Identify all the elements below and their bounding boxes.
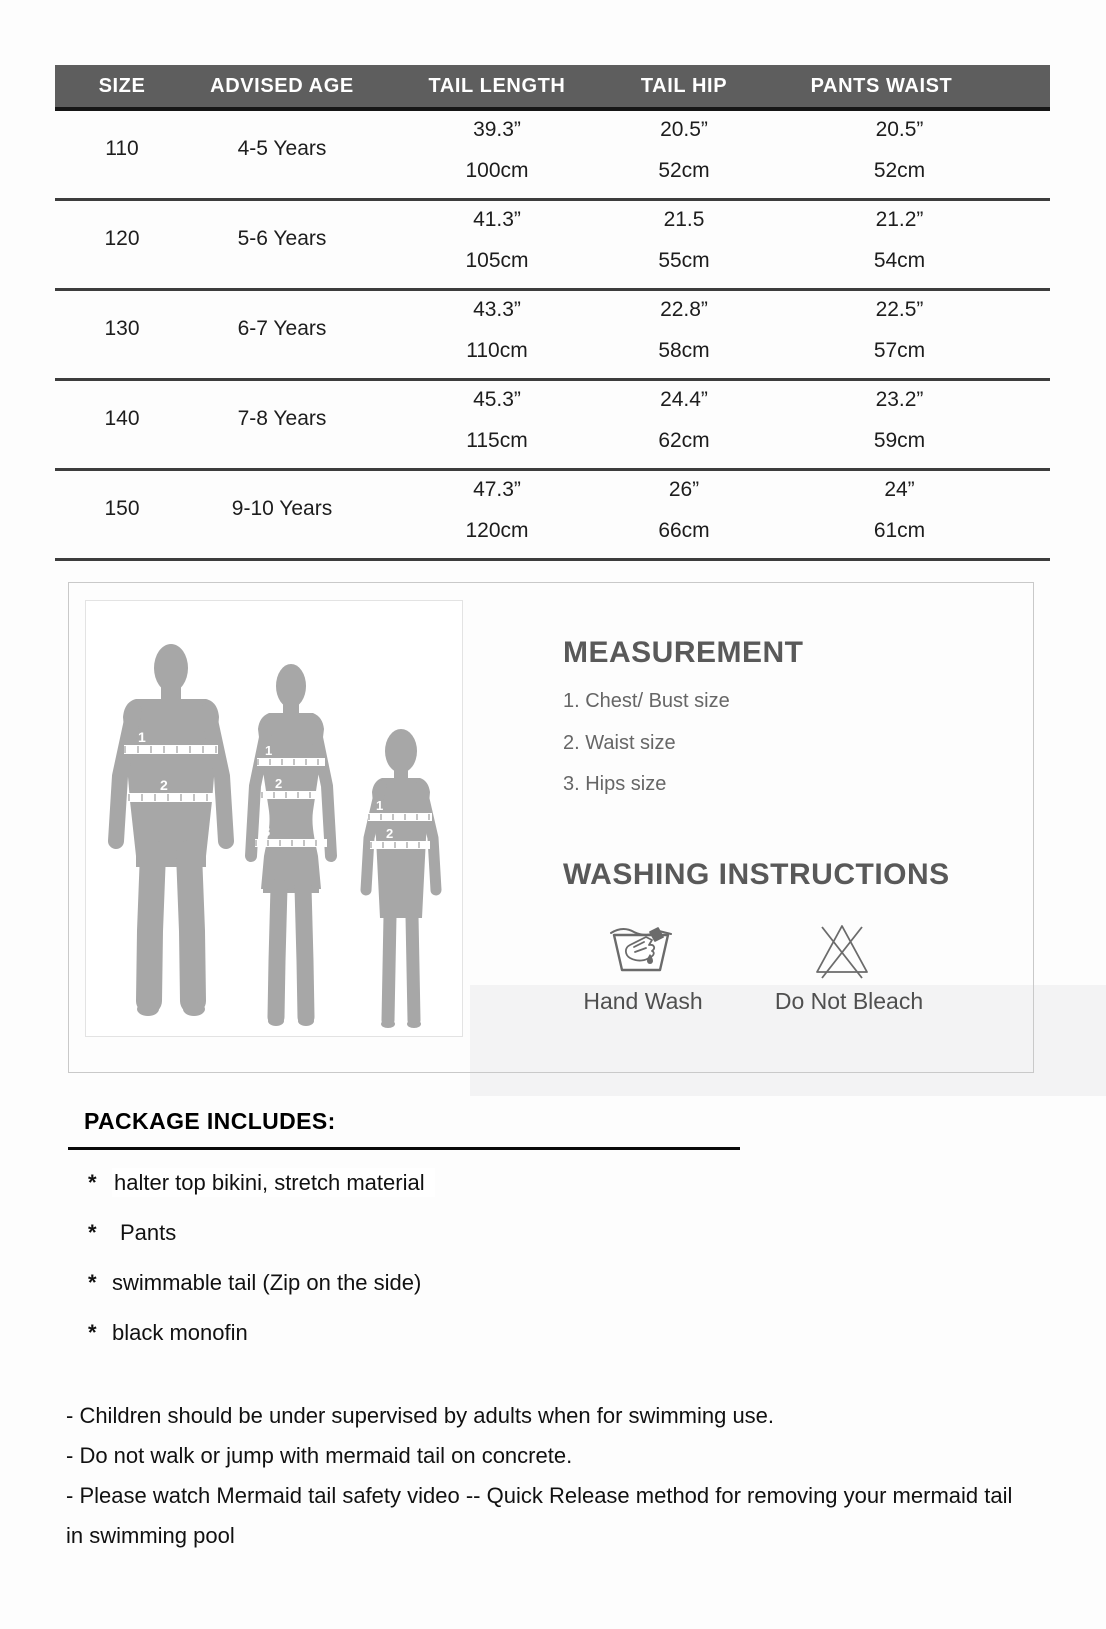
svg-text:1: 1 — [376, 798, 384, 813]
safety-note: - Children should be under supervised by adults when for swimming use. — [66, 1403, 775, 1428]
tail-length-value: 45.3” 115cm — [466, 388, 528, 452]
tail-length-value: 39.3” 100cm — [465, 118, 529, 182]
size-value: 150 — [104, 496, 140, 520]
age-value: 4-5 Years — [237, 136, 327, 160]
pants-waist-value: 20.5” 52cm — [873, 118, 926, 182]
svg-text:1: 1 — [265, 743, 273, 758]
pants-waist-value: 21.2” 54cm — [873, 208, 926, 272]
table-row — [55, 111, 1050, 201]
svg-text:1: 1 — [138, 729, 146, 745]
package-item: * halter top bikini, stretch material — [88, 1170, 435, 1196]
tail-hip-value: 22.8” 58cm — [658, 298, 710, 362]
svg-text:3: 3 — [263, 824, 271, 839]
svg-text:2: 2 — [386, 826, 394, 841]
bullet-asterisk: * — [88, 1320, 97, 1345]
table-row — [55, 201, 1050, 291]
bullet-asterisk: * — [88, 1270, 97, 1295]
tail-hip-value: 26” 66cm — [658, 478, 710, 542]
package-item: * Pants — [88, 1220, 177, 1245]
column-header-tail-length: TAIL LENGTH — [428, 74, 566, 97]
tail-hip-value: 24.4” 62cm — [658, 388, 710, 452]
age-value: 7-8 Years — [237, 406, 327, 430]
pants-waist-value: 23.2” 59cm — [873, 388, 926, 452]
do-not-bleach-icon — [810, 920, 874, 980]
do-not-bleach-label: Do Not Bleach — [774, 988, 924, 1014]
adult-female-silhouette — [241, 661, 341, 1027]
child-silhouette — [356, 728, 446, 1031]
table-row — [55, 381, 1050, 471]
bullet-asterisk: * — [88, 1220, 97, 1245]
svg-text:2: 2 — [160, 777, 168, 793]
package-title-underline — [68, 1147, 740, 1150]
measurement-item-hips: 3. Hips size — [563, 773, 667, 795]
hand-wash-icon — [606, 918, 676, 982]
column-header-pants-waist: PANTS WAIST — [810, 74, 953, 97]
tail-length-value: 47.3” 120cm — [465, 478, 529, 542]
tail-length-value: 41.3” 105cm — [465, 208, 529, 272]
tail-hip-value: 21.5 55cm — [658, 208, 710, 272]
package-item: * swimmable tail (Zip on the side) — [88, 1270, 422, 1295]
size-value: 110 — [105, 136, 139, 160]
size-table — [55, 65, 1050, 561]
svg-text:2: 2 — [275, 776, 283, 791]
size-value: 120 — [104, 226, 140, 250]
hand-wash-label: Hand Wash — [583, 988, 703, 1014]
size-value: 130 — [104, 316, 140, 340]
package-includes-title: PACKAGE INCLUDES: — [84, 1108, 336, 1134]
measurement-item-chest: 1. Chest/ Bust size — [563, 690, 730, 712]
adult-male-silhouette — [104, 641, 238, 1027]
tail-length-value: 43.3” 110cm — [466, 298, 528, 362]
safety-note: - Please watch Mermaid tail safety video -- Quick Release method for removing your mermaid tail in swimming pool — [66, 1483, 1013, 1548]
safety-notes — [66, 1396, 1016, 1556]
table-row — [55, 291, 1050, 381]
table-row — [55, 471, 1050, 561]
column-header-size: SIZE — [98, 74, 146, 97]
column-header-tail-hip: TAIL HIP — [640, 74, 728, 97]
bullet-asterisk: * — [88, 1170, 97, 1195]
package-item: * black monofin — [88, 1320, 248, 1345]
safety-note: - Do not walk or jump with mermaid tail on concrete. — [66, 1443, 573, 1468]
age-value: 9-10 Years — [231, 496, 333, 520]
measurement-title: MEASUREMENT — [563, 636, 804, 669]
age-value: 5-6 Years — [237, 226, 327, 250]
size-table-header-row — [55, 65, 1050, 111]
column-header-advised-age: ADVISED AGE — [210, 74, 354, 97]
tail-hip-value: 20.5” 52cm — [658, 118, 710, 182]
pants-waist-value: 22.5” 57cm — [873, 298, 926, 362]
silhouette-figure-frame — [85, 600, 463, 1037]
washing-instructions-title: WASHING INSTRUCTIONS — [563, 858, 950, 891]
pants-waist-value: 24” 61cm — [873, 478, 926, 542]
size-value: 140 — [104, 406, 140, 430]
age-value: 6-7 Years — [237, 316, 327, 340]
measurement-item-waist: 2. Waist size — [563, 732, 676, 754]
